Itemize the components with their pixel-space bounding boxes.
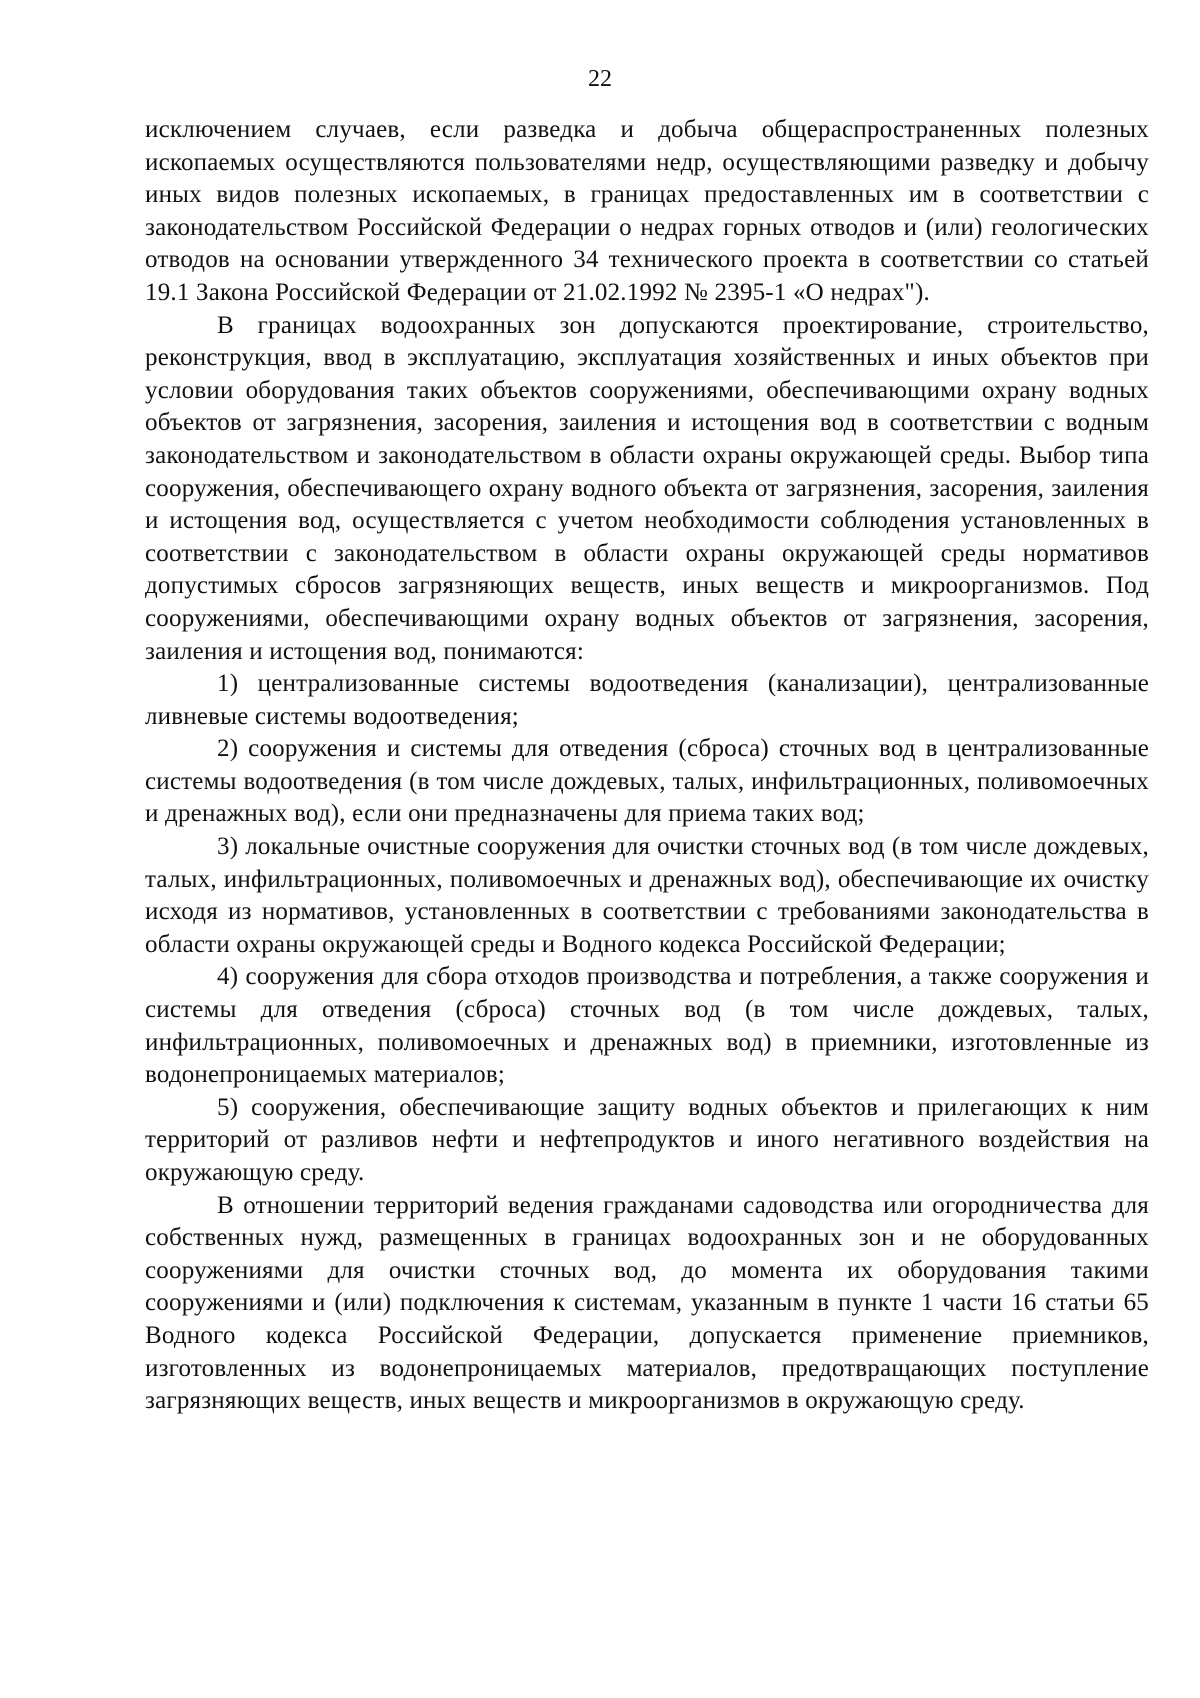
list-item-5: 5) сооружения, обеспечивающие защиту водных объектов и прилегающих к ним территорий от разливов нефти и нефтепродуктов и иного негативного воздействия на окружающую среду.: [145, 1093, 1149, 1186]
document-body: [145, 114, 1149, 1418]
paragraph-continuation: исключением случаев, если разведка и добыча общераспространенных полезных ископаемых осуществляются пользователями недр, осуществляющими разведку и добычу иных видов полезных ископаемых, в границах предоставленных им в соответствии с законодательством Российской Федерации о недрах горных отводов и (или) геологических отводов на основании утвержденного 34 технического проекта в соответствии со статьей 19.1 Закона Российской Федерации от 21.02.1992 № 2395-1 «О недрах").: [145, 116, 1149, 306]
paragraph-water-protection-zones: В границах водоохранных зон допускаются проектирование, строительство, реконструкция, ввод в эксплуатацию, эксплуатация хозяйственных и иных объектов при условии оборудования таких объектов сооружениями, обеспечивающими охрану водных объектов от загрязнения, засорения, заиления и истощения вод в соответствии с водным законодательством и законодательством в области охраны окружающей среды. Выбор типа сооружения, обеспечивающего охрану водного объекта от загрязнения, засорения, заиления и истощения вод, осуществляется с учетом необходимости соблюдения установленных в соответствии с законодательством в области охраны окружающей среды нормативов допустимых сбросов загрязняющих веществ, иных веществ и микроорганизмов. Под сооружениями, обеспечивающими охрану водных объектов от загрязнения, засорения, заиления и истощения вод, понимаются:: [145, 311, 1149, 665]
list-item-4: 4) сооружения для сбора отходов производства и потребления, а также сооружения и системы для отведения (сброса) сточных вод (в том числе дождевых, талых, инфильтрационных, поливомоечных и дренажных вод) в приемники, изготовленные из водонепроницаемых материалов;: [145, 963, 1149, 1089]
list-item-3: 3) локальные очистные сооружения для очистки сточных вод (в том числе дождевых, талых, инфильтрационных, поливомоечных и дренажных вод), обеспечивающие их очистку исходя из нормативов, установленных в соответствии с требованиями законодательства в области охраны окружающей среды и Водного кодекса Российской Федерации;: [145, 833, 1149, 958]
paragraph-gardening-territories: В отношении территорий ведения гражданами садоводства или огородничества для собственных нужд, размещенных в границах водоохранных зон и не оборудованных сооружениями для очистки сточных вод, до момента их оборудования такими сооружениями и (или) подключения к системам, указанным в пункте 1 части 16 статьи 65 Водного кодекса Российской Федерации, допускается применение приемников, изготовленных из водонепроницаемых материалов, предотвращающих поступление загрязняющих веществ, иных веществ и микроорганизмов в окружающую среду.: [145, 1191, 1149, 1415]
list-item-2: 2) сооружения и системы для отведения (сброса) сточных вод в централизованные системы водоотведения (в том числе дождевых, талых, инфильтрационных, поливомоечных и дренажных вод), если они предназначены для приема таких вод;: [145, 735, 1149, 828]
list-item-1: 1) централизованные системы водоотведения (канализации), централизованные ливневые системы водоотведения;: [145, 670, 1149, 730]
page-number: 22: [588, 66, 612, 92]
